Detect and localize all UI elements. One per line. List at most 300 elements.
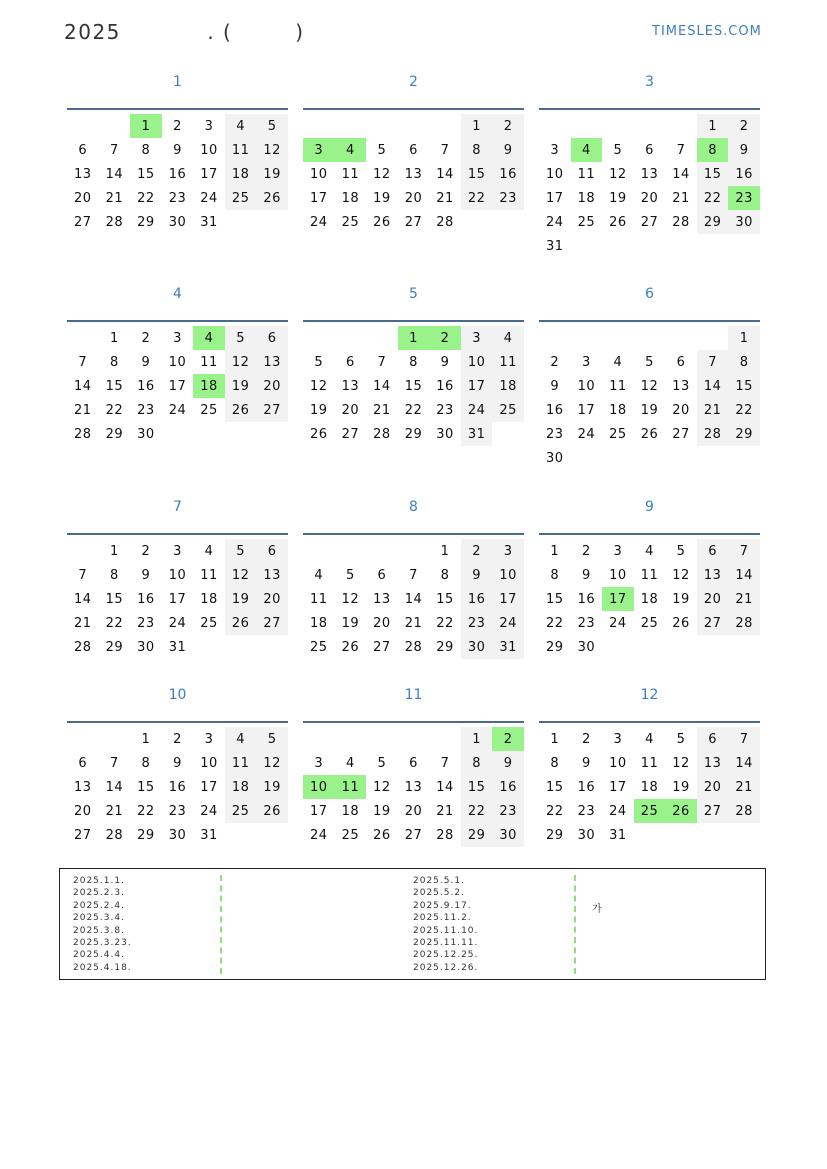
- page-title: 2025 . ( ): [64, 20, 305, 44]
- day-cell: 6: [78, 142, 88, 158]
- legend-date: 2025.3.8.: [73, 925, 125, 936]
- day-cell: 1: [141, 731, 151, 747]
- day-cell: 16: [137, 591, 155, 607]
- day-cell: 9: [173, 142, 182, 158]
- day-cell: 24: [461, 398, 493, 422]
- day-cell: 17: [609, 779, 627, 795]
- brand-link[interactable]: TIMESLES.COM: [652, 24, 762, 39]
- day-cell: 30: [137, 639, 155, 655]
- day-cell: 6: [256, 326, 288, 350]
- day-cell: 17: [168, 378, 187, 394]
- day-cell: 28: [105, 214, 124, 230]
- day-cell: 13: [256, 350, 288, 374]
- day-cell: 4: [645, 543, 654, 559]
- day-cell: 28: [105, 827, 124, 843]
- month-name: 11: [404, 687, 423, 703]
- day-cell: 30: [728, 210, 760, 234]
- day-cell: 21: [728, 587, 760, 611]
- day-cell: 25: [225, 799, 257, 823]
- day-cell: 27: [640, 214, 659, 230]
- day-cell: 3: [173, 330, 182, 346]
- day-cell: 19: [640, 402, 659, 418]
- month-divider: [67, 108, 288, 110]
- month-divider: [539, 320, 760, 322]
- day-cell: 16: [492, 775, 524, 799]
- day-cell: 22: [436, 615, 454, 631]
- day-cell: 26: [373, 827, 391, 843]
- day-cell: 3: [173, 543, 182, 559]
- day-cell: 14: [105, 779, 124, 795]
- day-cell: 3: [461, 326, 493, 350]
- day-cell: 7: [728, 539, 760, 563]
- day-cell: 20: [404, 190, 423, 206]
- month-name: 1: [173, 74, 182, 90]
- day-cell: 16: [137, 378, 155, 394]
- legend-date: 2025.5.1.: [413, 876, 465, 886]
- month-divider: [303, 533, 524, 535]
- day-cell: 17: [200, 779, 218, 795]
- day-cell: 24: [200, 803, 218, 819]
- day-cell: 8: [141, 755, 151, 771]
- day-cell: 1: [130, 114, 162, 138]
- day-cell: 23: [168, 190, 187, 206]
- day-cell: 30: [546, 450, 564, 466]
- legend-date: 2025.3.4.: [73, 913, 125, 924]
- day-cell: 20: [74, 190, 92, 206]
- day-cell: 27: [373, 639, 391, 655]
- day-cell: 13: [697, 563, 729, 587]
- day-cell: 13: [640, 166, 659, 182]
- month-days: [303, 326, 524, 446]
- day-cell: 16: [492, 162, 524, 186]
- day-cell: 7: [409, 567, 418, 583]
- day-cell: 27: [697, 611, 729, 635]
- day-cell: 2: [173, 731, 182, 747]
- day-cell: 7: [78, 567, 88, 583]
- day-cell: 31: [200, 214, 218, 230]
- day-cell: 21: [373, 402, 391, 418]
- day-cell: 6: [409, 142, 418, 158]
- day-cell: 20: [640, 190, 659, 206]
- day-cell: 8: [461, 138, 493, 162]
- day-cell: 8: [409, 354, 418, 370]
- day-cell: 21: [105, 803, 124, 819]
- day-cell: 24: [492, 611, 524, 635]
- day-cell: 23: [168, 803, 187, 819]
- day-cell: 16: [728, 162, 760, 186]
- month-name: 12: [640, 687, 659, 703]
- day-cell: 14: [404, 591, 423, 607]
- day-cell: 27: [404, 214, 423, 230]
- day-cell: 2: [141, 330, 151, 346]
- day-cell: 6: [78, 755, 88, 771]
- day-cell: 23: [492, 186, 524, 210]
- day-cell: 6: [697, 727, 729, 751]
- day-cell: 4: [225, 114, 257, 138]
- legend-date: 2025.5.2.: [413, 888, 465, 899]
- day-cell: 24: [200, 190, 218, 206]
- day-cell: 27: [256, 398, 288, 422]
- legend-date: 2025.2.4.: [73, 900, 125, 911]
- day-cell: 25: [310, 639, 328, 655]
- day-cell: 19: [256, 162, 288, 186]
- day-cell: 17: [492, 587, 524, 611]
- day-cell: 20: [373, 615, 391, 631]
- day-cell: 22: [697, 186, 729, 210]
- day-cell: 21: [105, 190, 124, 206]
- day-cell: 15: [137, 166, 155, 182]
- day-cell: 26: [672, 615, 690, 631]
- day-cell: 20: [256, 587, 288, 611]
- legend-date: 2025.4.4.: [73, 950, 125, 961]
- day-cell: 31: [492, 635, 524, 659]
- day-cell: 18: [225, 775, 257, 799]
- day-cell: 7: [109, 142, 119, 158]
- day-cell: 16: [436, 378, 454, 394]
- day-cell: 13: [697, 751, 729, 775]
- day-cell: 25: [341, 827, 360, 843]
- day-cell: 23: [492, 799, 524, 823]
- day-cell: 14: [697, 374, 729, 398]
- day-cell: 17: [310, 190, 328, 206]
- day-cell: 29: [436, 639, 454, 655]
- day-cell: 28: [74, 639, 92, 655]
- day-cell: 12: [672, 567, 690, 583]
- day-cell: 2: [728, 114, 760, 138]
- day-cell: 3: [303, 138, 335, 162]
- day-cell: 17: [310, 803, 328, 819]
- day-cell: 24: [310, 827, 328, 843]
- day-cell: 31: [200, 827, 218, 843]
- month-days: [67, 539, 288, 659]
- day-cell: 14: [74, 378, 92, 394]
- day-cell: 5: [225, 326, 257, 350]
- legend-date: 2025.1.1.: [73, 876, 125, 886]
- legend-date: 2025.11.10.: [413, 925, 479, 936]
- day-cell: 27: [74, 827, 92, 843]
- day-cell: 29: [137, 827, 155, 843]
- day-cell: 7: [440, 142, 450, 158]
- day-cell: 26: [256, 799, 288, 823]
- day-cell: 24: [310, 214, 328, 230]
- day-cell: 19: [341, 615, 360, 631]
- day-cell: 7: [676, 142, 686, 158]
- day-cell: 18: [200, 591, 218, 607]
- day-cell: 10: [310, 166, 328, 182]
- day-cell: 18: [577, 190, 596, 206]
- day-cell: 27: [697, 799, 729, 823]
- day-cell: 14: [373, 378, 391, 394]
- day-cell: 18: [341, 190, 360, 206]
- day-cell: 28: [436, 827, 454, 843]
- month-divider: [67, 721, 288, 723]
- day-cell: 25: [640, 615, 659, 631]
- day-cell: 30: [577, 639, 596, 655]
- day-cell: 16: [577, 779, 596, 795]
- day-cell: 1: [461, 727, 493, 751]
- day-cell: 25: [341, 214, 360, 230]
- month-divider: [539, 533, 760, 535]
- day-cell: 5: [645, 354, 654, 370]
- day-cell: 10: [303, 775, 335, 799]
- day-cell: 1: [398, 326, 430, 350]
- month-divider: [539, 108, 760, 110]
- day-cell: 17: [577, 402, 596, 418]
- day-cell: 10: [168, 567, 187, 583]
- day-cell: 3: [492, 539, 524, 563]
- month-name: 5: [409, 286, 418, 302]
- day-cell: 10: [461, 350, 493, 374]
- day-cell: 19: [672, 591, 690, 607]
- day-cell: 19: [256, 775, 288, 799]
- day-cell: 27: [672, 426, 690, 442]
- day-cell: 2: [173, 118, 182, 134]
- day-cell: 7: [377, 354, 387, 370]
- day-cell: 30: [577, 827, 596, 843]
- legend-date: 2025.2.3.: [73, 888, 125, 899]
- day-cell: 27: [256, 611, 288, 635]
- day-cell: 6: [676, 354, 686, 370]
- day-cell: 9: [728, 138, 760, 162]
- day-cell: 9: [141, 354, 151, 370]
- day-cell: 4: [492, 326, 524, 350]
- day-cell: 14: [436, 166, 454, 182]
- day-cell: 27: [404, 827, 423, 843]
- day-cell: 24: [609, 803, 627, 819]
- day-cell: 29: [105, 426, 124, 442]
- day-cell: 30: [168, 214, 187, 230]
- day-cell: 22: [461, 799, 493, 823]
- day-cell: 18: [341, 803, 360, 819]
- month-days: [539, 326, 760, 470]
- day-cell: 19: [373, 803, 391, 819]
- day-cell: 23: [728, 186, 760, 210]
- day-cell: 12: [609, 166, 627, 182]
- day-cell: 28: [373, 426, 391, 442]
- day-cell: 13: [256, 563, 288, 587]
- legend-date: 2025.12.25.: [413, 950, 479, 961]
- day-cell: 15: [105, 378, 124, 394]
- day-cell: 24: [609, 615, 627, 631]
- day-cell: 6: [409, 755, 418, 771]
- day-cell: 2: [581, 543, 591, 559]
- day-cell: 15: [697, 162, 729, 186]
- day-cell: 10: [168, 354, 187, 370]
- day-cell: 27: [74, 214, 92, 230]
- month-divider: [303, 721, 524, 723]
- day-cell: 10: [200, 142, 218, 158]
- day-cell: 23: [461, 611, 493, 635]
- day-cell: 29: [546, 639, 564, 655]
- day-cell: 2: [492, 727, 524, 751]
- day-cell: 2: [429, 326, 461, 350]
- day-cell: 10: [546, 166, 564, 182]
- day-cell: 5: [377, 142, 387, 158]
- day-cell: 28: [697, 422, 729, 446]
- month-divider: [303, 320, 524, 322]
- day-cell: 15: [461, 162, 493, 186]
- day-cell: 12: [373, 779, 391, 795]
- day-cell: 8: [728, 350, 760, 374]
- day-cell: 12: [225, 563, 257, 587]
- day-cell: 5: [256, 727, 288, 751]
- day-cell: 14: [728, 751, 760, 775]
- day-cell: 16: [546, 402, 564, 418]
- day-cell: 23: [577, 615, 596, 631]
- day-cell: 5: [676, 731, 686, 747]
- month-name: 7: [173, 499, 182, 515]
- day-cell: 21: [436, 803, 454, 819]
- day-cell: 9: [440, 354, 450, 370]
- day-cell: 16: [577, 591, 596, 607]
- month-name: 2: [409, 74, 418, 90]
- day-cell: 7: [697, 350, 729, 374]
- day-cell: 16: [168, 779, 187, 795]
- day-cell: 31: [609, 827, 627, 843]
- legend-note: 가: [592, 904, 602, 915]
- day-cell: 5: [256, 114, 288, 138]
- day-cell: 23: [546, 426, 564, 442]
- day-cell: 8: [461, 751, 493, 775]
- day-cell: 18: [640, 779, 659, 795]
- day-cell: 9: [550, 378, 560, 394]
- month-divider: [67, 320, 288, 322]
- day-cell: 6: [645, 142, 654, 158]
- day-cell: 11: [225, 138, 257, 162]
- day-cell: 19: [310, 402, 328, 418]
- day-cell: 10: [609, 755, 627, 771]
- day-cell: 23: [137, 402, 155, 418]
- day-cell: 2: [550, 354, 560, 370]
- day-cell: 1: [697, 114, 729, 138]
- day-cell: 12: [672, 755, 690, 771]
- legend-date: 2025.3.23.: [73, 937, 132, 948]
- day-cell: 3: [314, 755, 324, 771]
- day-cell: 18: [492, 374, 524, 398]
- day-cell: 9: [581, 755, 591, 771]
- day-cell: 23: [137, 615, 155, 631]
- day-cell: 30: [461, 635, 493, 659]
- day-cell: 13: [74, 779, 92, 795]
- day-cell: 11: [200, 354, 218, 370]
- day-cell: 21: [404, 615, 423, 631]
- day-cell: 27: [341, 426, 360, 442]
- day-cell: 6: [697, 539, 729, 563]
- day-cell: 10: [200, 755, 218, 771]
- legend-dates-right: [413, 875, 478, 974]
- day-cell: 9: [461, 563, 493, 587]
- day-cell: 23: [436, 402, 454, 418]
- day-cell: 13: [373, 591, 391, 607]
- day-cell: 29: [546, 827, 564, 843]
- day-cell: 6: [256, 539, 288, 563]
- day-cell: 14: [105, 166, 124, 182]
- legend-date: 2025.12.26.: [413, 962, 479, 973]
- holiday-legend: [59, 868, 766, 980]
- day-cell: 21: [74, 615, 92, 631]
- day-cell: 22: [105, 615, 124, 631]
- day-cell: 28: [436, 214, 454, 230]
- day-cell: 31: [546, 238, 564, 254]
- day-cell: 24: [168, 615, 187, 631]
- day-cell: 17: [200, 166, 218, 182]
- day-cell: 25: [634, 799, 666, 823]
- day-cell: 29: [697, 210, 729, 234]
- day-cell: 3: [581, 354, 591, 370]
- day-cell: 1: [461, 114, 493, 138]
- month-divider: [539, 721, 760, 723]
- day-cell: 6: [377, 567, 387, 583]
- day-cell: 25: [609, 426, 627, 442]
- day-cell: 21: [728, 775, 760, 799]
- day-cell: 25: [577, 214, 596, 230]
- day-cell: 10: [577, 378, 596, 394]
- day-cell: 21: [436, 190, 454, 206]
- day-cell: 24: [577, 426, 596, 442]
- day-cell: 2: [492, 114, 524, 138]
- day-cell: 8: [550, 567, 560, 583]
- day-cell: 12: [640, 378, 659, 394]
- day-cell: 17: [168, 591, 187, 607]
- day-cell: 26: [310, 426, 328, 442]
- day-cell: 13: [404, 166, 423, 182]
- day-cell: 20: [341, 402, 360, 418]
- day-cell: 3: [204, 118, 214, 134]
- day-cell: 30: [137, 426, 155, 442]
- day-cell: 15: [728, 374, 760, 398]
- day-cell: 1: [550, 731, 560, 747]
- day-cell: 20: [697, 587, 729, 611]
- day-cell: 9: [492, 138, 524, 162]
- day-cell: 14: [672, 166, 690, 182]
- day-cell: 28: [728, 611, 760, 635]
- month-name: 6: [645, 286, 654, 302]
- day-cell: 1: [728, 326, 760, 350]
- day-cell: 15: [546, 779, 564, 795]
- month-days: [539, 727, 760, 847]
- day-cell: 4: [193, 326, 225, 350]
- day-cell: 4: [645, 731, 654, 747]
- day-cell: 1: [440, 543, 450, 559]
- day-cell: 2: [141, 543, 151, 559]
- day-cell: 26: [609, 214, 627, 230]
- day-cell: 15: [137, 779, 155, 795]
- legend-date: 2025.4.18.: [73, 962, 132, 973]
- day-cell: 5: [314, 354, 324, 370]
- month-name: 4: [173, 286, 182, 302]
- day-cell: 22: [546, 803, 564, 819]
- day-cell: 15: [404, 378, 423, 394]
- day-cell: 30: [168, 827, 187, 843]
- day-cell: 26: [665, 799, 697, 823]
- day-cell: 26: [225, 398, 257, 422]
- day-cell: 11: [609, 378, 627, 394]
- day-cell: 11: [200, 567, 218, 583]
- day-cell: 11: [310, 591, 328, 607]
- day-cell: 20: [697, 775, 729, 799]
- day-cell: 2: [461, 539, 493, 563]
- day-cell: 8: [550, 755, 560, 771]
- day-cell: 17: [602, 587, 634, 611]
- day-cell: 22: [404, 402, 423, 418]
- day-cell: 16: [168, 166, 187, 182]
- day-cell: 8: [440, 567, 450, 583]
- legend-date: 2025.9.17.: [413, 900, 472, 911]
- day-cell: 4: [204, 543, 214, 559]
- day-cell: 26: [225, 611, 257, 635]
- month-days: [539, 114, 760, 258]
- day-cell: 26: [373, 214, 391, 230]
